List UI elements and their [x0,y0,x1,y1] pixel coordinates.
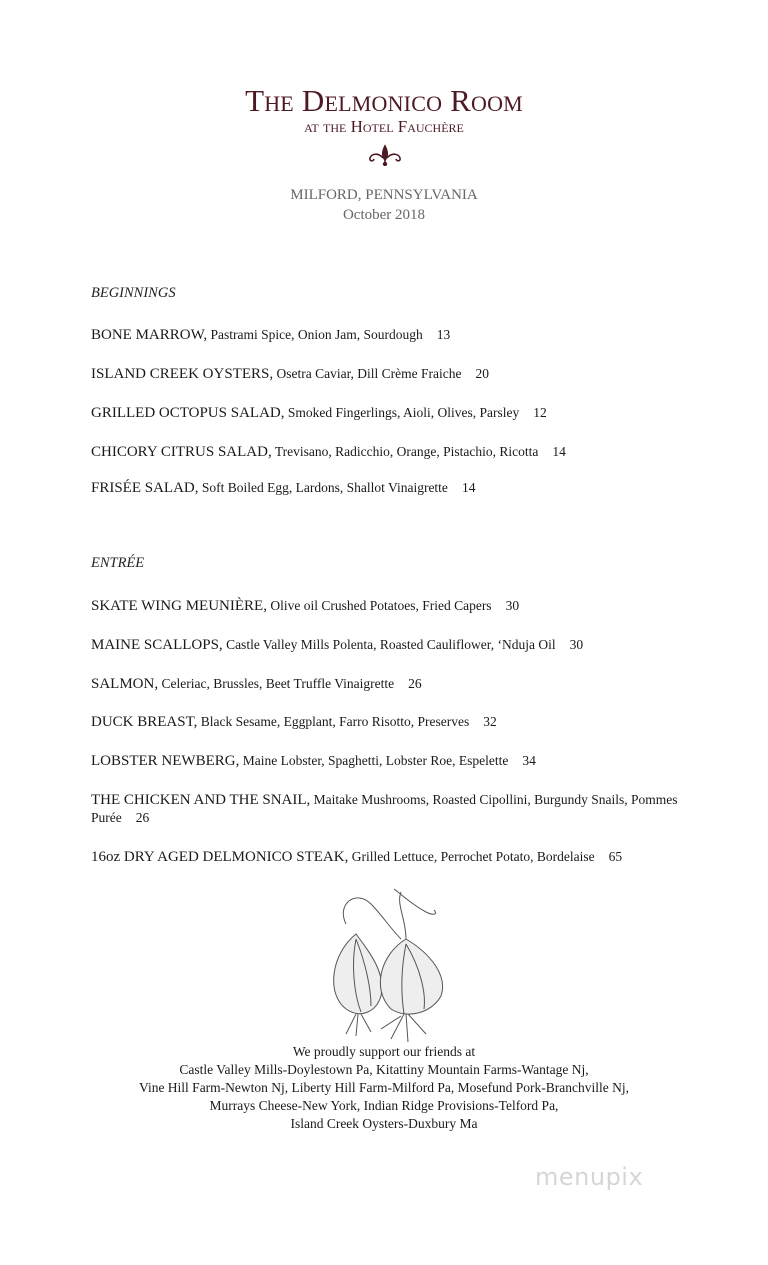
footer-line: Murrays Cheese-New York, Indian Ridge Provisions-Telford Pa, [209,1098,559,1113]
item-name: BONE MARROW, [91,327,208,343]
section-title-beginnings: BEGINNINGS [91,285,176,301]
item-price: 14 [552,444,566,459]
item-price: 34 [522,753,536,768]
item-name: LOBSTER NEWBERG, [91,753,240,769]
restaurant-title: The Delmonico Room [245,83,523,118]
menupix-watermark: menupix [535,1163,644,1191]
item-name: THE CHICKEN AND THE SNAIL, [91,792,311,808]
item-name: ISLAND CREEK OYSTERS, [91,366,274,382]
item-name: 16oz DRY AGED DELMONICO STEAK, [91,849,349,865]
item-price: 13 [436,327,451,342]
location-text: MILFORD, PENNSYLVANIA [290,187,478,203]
item-price: 12 [533,405,547,420]
menu-date: October 2018 [342,207,426,223]
item-description: Trevisano, Radicchio, Orange, Pistachio, Ricotta [274,444,539,459]
item-name: FRISÉE SALAD, [91,480,199,496]
footer-line: We proudly support our friends at [292,1044,476,1059]
menu-item [91,326,711,344]
item-price: 30 [569,637,584,652]
menu-item [91,752,711,770]
item-name: MAINE SCALLOPS, [91,637,223,653]
item-description: Olive oil Crushed Potatoes, Fried Capers [270,598,492,613]
supplier-acknowledgement [0,1043,768,1133]
menu-item [91,675,711,693]
footer-line: Castle Valley Mills-Doylestown Pa, Kitattiny Mountain Farms-Wantage Nj, [179,1062,589,1077]
item-name: SALMON, [91,676,159,692]
menu-item [91,636,711,654]
item-description: Pastrami Spice, Onion Jam, Sourdough [210,327,423,342]
restaurant-subtitle: at the Hotel Fauchère [304,117,464,136]
item-price: 32 [483,714,497,729]
footer-line: Island Creek Oysters-Duxbury Ma [290,1116,478,1131]
item-price: 30 [505,598,520,613]
item-name: SKATE WING MEUNIÈRE, [91,598,267,614]
item-description: Smoked Fingerlings, Aioli, Olives, Parsley [287,405,520,420]
menu-item [91,791,711,827]
item-name: DUCK BREAST, [91,714,198,730]
item-description: Castle Valley Mills Polenta, Roasted Cauliflower, ‘Nduja Oil [226,637,556,652]
item-price: 26 [135,810,150,825]
item-description: Grilled Lettuce, Perrochet Potato, Bordelaise [351,849,595,864]
footer-line: Vine Hill Farm-Newton Nj, Liberty Hill Farm-Milford Pa, Mosefund Pork-Branchville Nj, [139,1080,629,1095]
item-description: Celeriac, Brussles, Beet Truffle Vinaigrette [161,676,395,691]
menu-item [91,365,711,383]
menu-item [91,443,711,461]
garlic-illustration-icon [316,884,456,1044]
item-description: Maitake Mushrooms, Roasted Cipollini, Burgundy Snails, Pommes Purée [91,792,678,825]
menu-item [91,479,711,497]
section-title-entree: ENTRÉE [91,555,145,571]
menu-item [91,713,711,731]
item-name: CHICORY CITRUS SALAD, [91,444,272,460]
fleur-de-lis-ornament-icon [366,144,404,166]
item-description: Soft Boiled Egg, Lardons, Shallot Vinaigrette [201,480,448,495]
menu-item [91,848,711,866]
item-price: 20 [475,366,490,381]
item-description: Black Sesame, Eggplant, Farro Risotto, Preserves [200,714,470,729]
item-description: Maine Lobster, Spaghetti, Lobster Roe, Espelette [242,753,509,768]
item-price: 14 [461,480,476,495]
item-price: 65 [608,849,623,864]
item-description: Osetra Caviar, Dill Crème Fraiche [276,366,462,381]
item-price: 26 [408,676,422,691]
menu-item [91,404,711,422]
menu-item [91,597,711,615]
item-name: GRILLED OCTOPUS SALAD, [91,405,285,421]
